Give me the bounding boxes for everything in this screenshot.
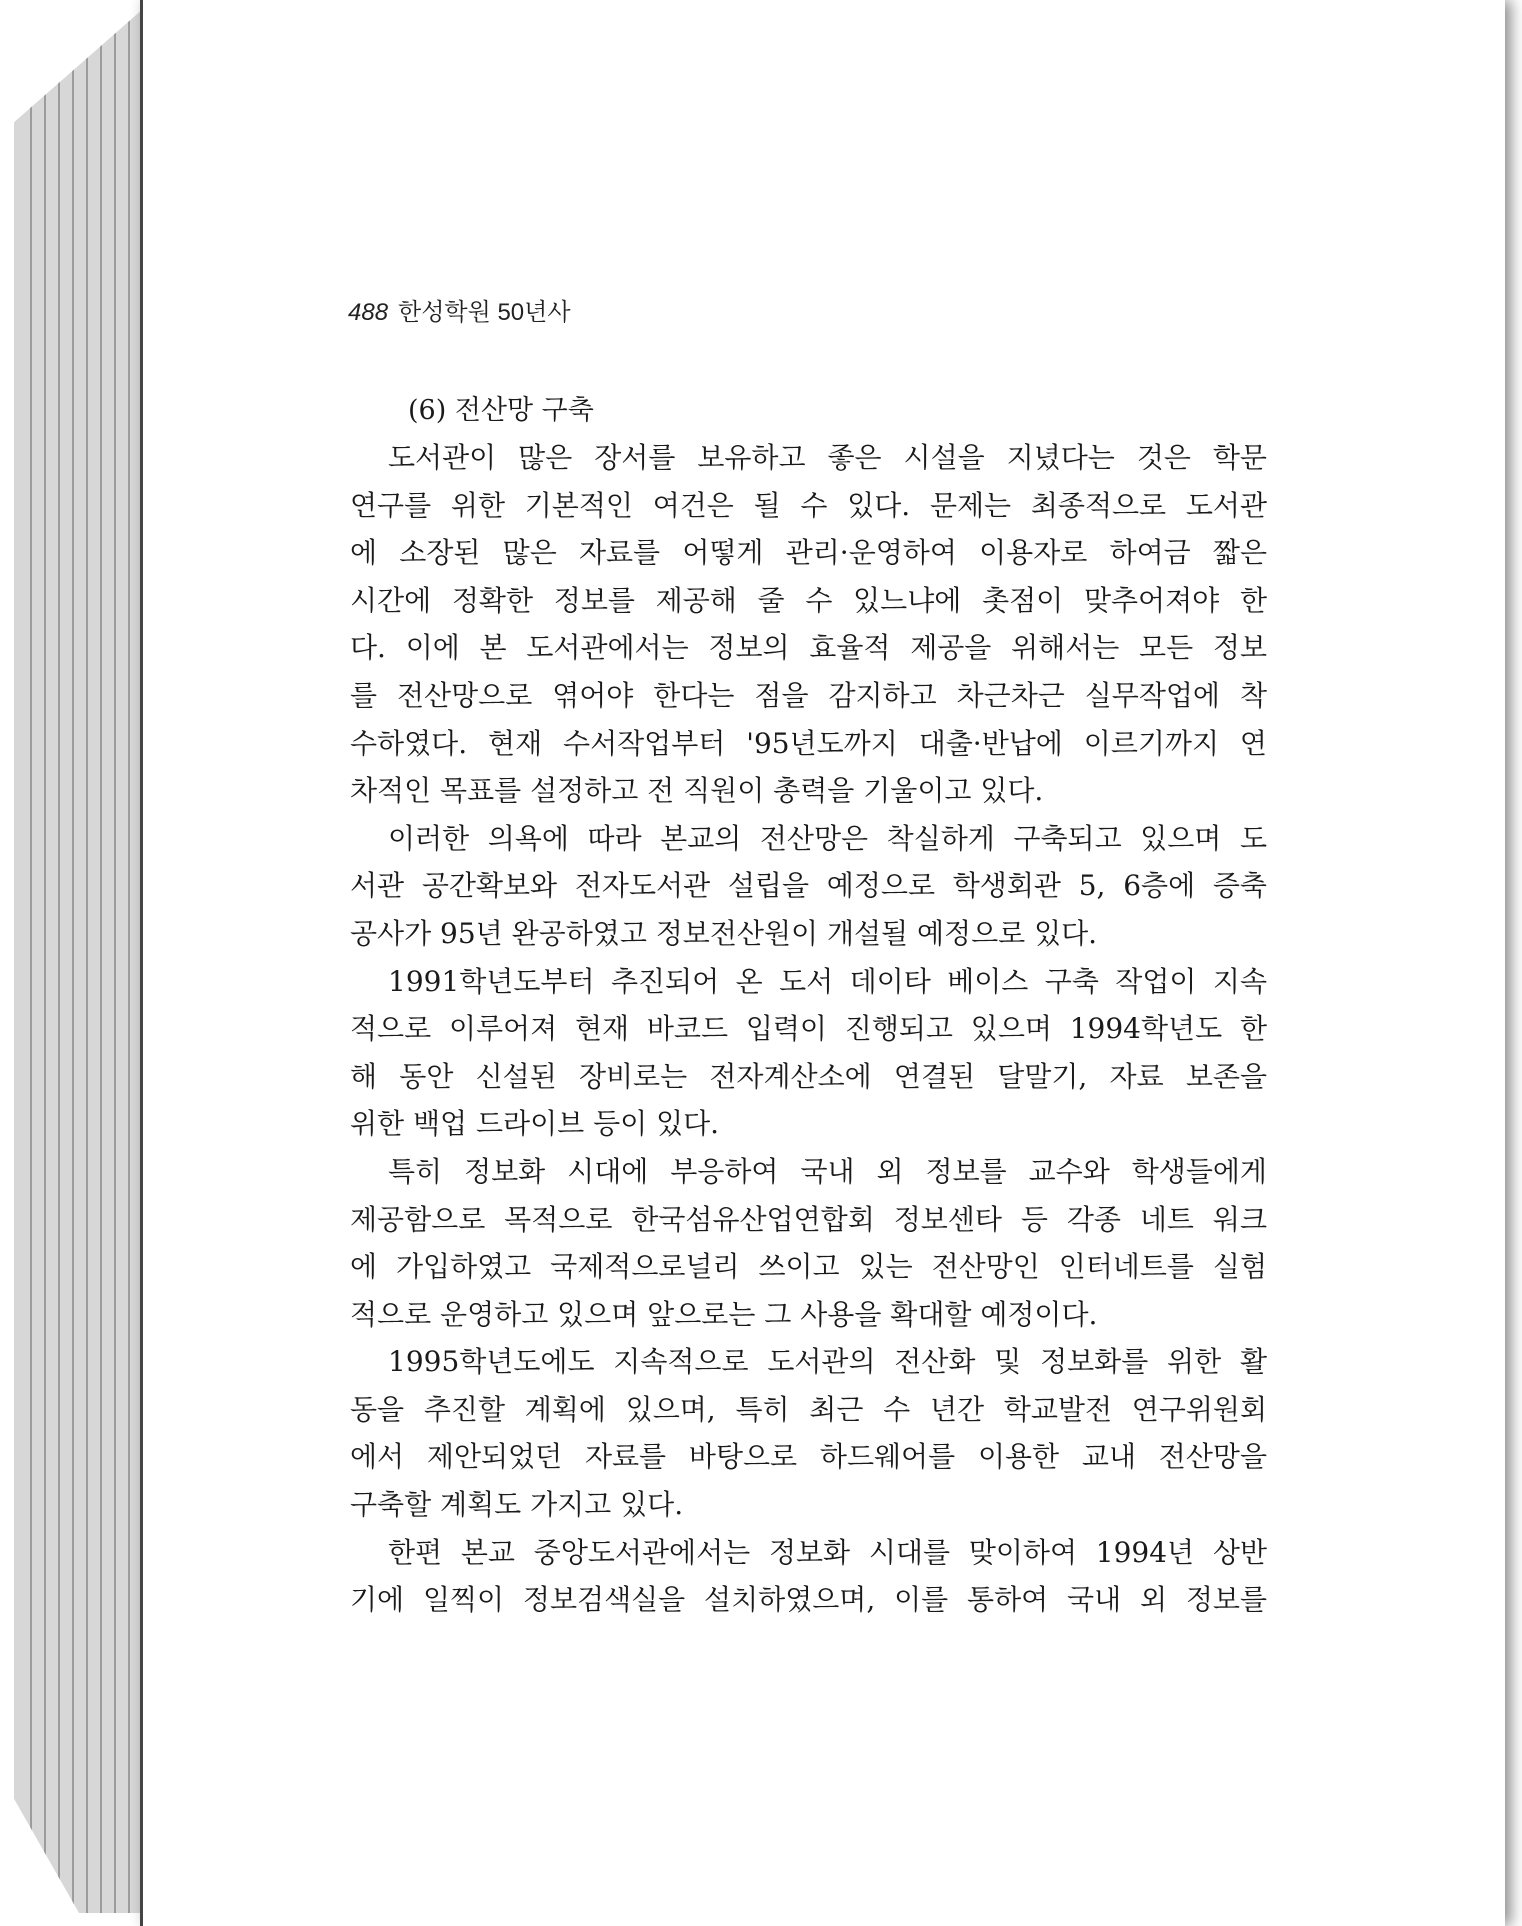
text-line: 도서관이 많은 장서를 보유하고 좋은 시설을 지녔다는 것은 학문: [388, 441, 1267, 474]
text-line: 공사가 95년 완공하였고 정보전산원이 개설될 예정으로 있다.: [350, 916, 1098, 950]
running-header: [348, 292, 571, 327]
body-text: [350, 434, 1267, 1624]
text-line: 서관 공간확보와 전자도서관 설립을 예정으로 학생회관 5, 6층에 증축: [350, 869, 1267, 903]
text-line: 적으로 운영하고 있으며 앞으로는 그 사용을 확대할 예정이다.: [350, 1297, 1098, 1331]
text-line: 구축할 계획도 가지고 있다.: [350, 1488, 684, 1522]
text-line: 특히 정보화 시대에 부응하여 국내 외 정보를 교수와 학생들에게: [388, 1154, 1267, 1188]
book-page: [140, 0, 1505, 1926]
text-line: 해 동안 신설된 장비로는 전자계산소에 연결된 달말기, 자료 보존을: [350, 1059, 1267, 1093]
text-line: 이러한 의욕에 따라 본교의 전산망은 착실하게 구축되고 있으며 도: [388, 821, 1267, 855]
section-title: (6) 전산망 구축: [408, 395, 594, 426]
text-line: 1995학년도에도 지속적으로 도서관의 전산화 및 정보화를 위한 활: [388, 1345, 1267, 1379]
text-line: 연구를 위한 기본적인 여건은 될 수 있다. 문제는 최종적으로 도서관: [350, 488, 1267, 522]
text-line: 에 가입하였고 국제적으로널리 쓰이고 있는 전산망인 인터네트를 실험: [350, 1250, 1267, 1284]
text-line: 에 소장된 많은 자료를 어떻게 관리·운영하여 이용자로 하여금 짧은: [350, 536, 1267, 570]
text-line: 수하였다. 현재 수서작업부터 '95년도까지 대출·반납에 이르기까지 연: [350, 726, 1267, 760]
text-line: 적으로 이루어져 현재 바코드 입력이 진행되고 있으며 1994학년도 한: [350, 1012, 1267, 1046]
text-line: 를 전산망으로 엮어야 한다는 점을 감지하고 차근차근 실무작업에 착: [350, 678, 1267, 712]
text-line: 다. 이에 본 도서관에서는 정보의 효율적 제공을 위해서는 모든 정보: [350, 631, 1267, 665]
text-line: 동을 추진할 계획에 있으며, 특히 최근 수 년간 학교발전 연구위원회: [350, 1392, 1267, 1426]
page-stack-edge: [14, 8, 144, 1913]
text-line: 위한 백업 드라이브 등이 있다.: [350, 1107, 720, 1141]
text-line: 시간에 정확한 정보를 제공해 줄 수 있느냐에 촛점이 맞추어져야 한: [350, 583, 1267, 617]
book-title: 한성학원 50년사: [398, 299, 571, 326]
page-number: 488: [348, 299, 389, 326]
text-line: 한편 본교 중앙도서관에서는 정보화 시대를 맞이하여 1994년 상반: [388, 1535, 1267, 1569]
text-line: 차적인 목표를 설정하고 전 직원이 총력을 기울이고 있다.: [350, 774, 1044, 808]
text-line: 에서 제안되었던 자료를 바탕으로 하드웨어를 이용한 교내 전산망을: [350, 1440, 1267, 1474]
text-line: 1991학년도부터 추진되어 온 도서 데이타 베이스 구축 작업이 지속: [388, 964, 1267, 998]
text-line: 기에 일찍이 정보검색실을 설치하였으며, 이를 통하여 국내 외 정보를: [350, 1583, 1267, 1617]
text-line: 제공함으로 목적으로 한국섬유산업연합회 정보센타 등 각종 네트 워크: [350, 1202, 1267, 1236]
